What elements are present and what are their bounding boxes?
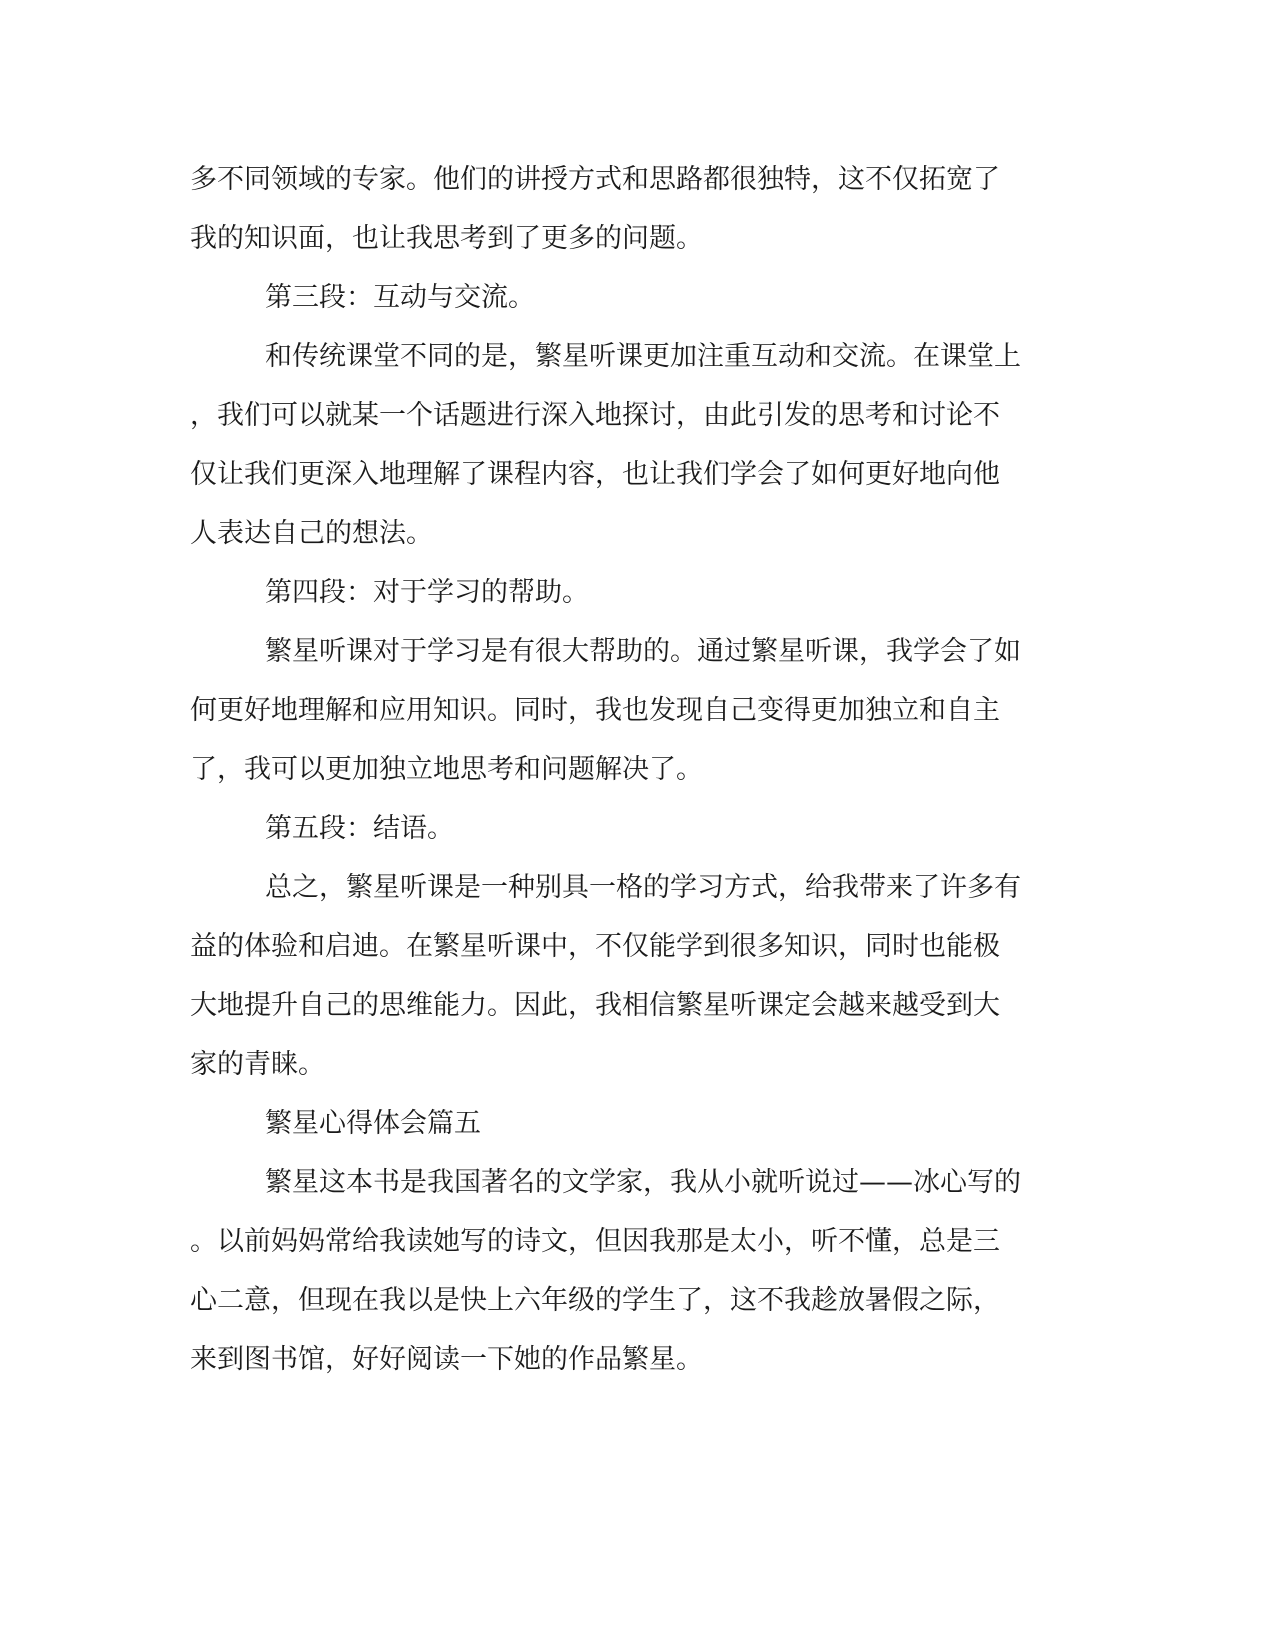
text-line: 多不同领域的专家。他们的讲授方式和思路都很独特，这不仅拓宽了 [190, 164, 1000, 195]
text-line: 。以前妈妈常给我读她写的诗文，但因我那是太小，听不懂，总是三 [190, 1226, 1000, 1257]
text-line: 何更好地理解和应用知识。同时，我也发现自己变得更加独立和自主 [190, 695, 1000, 726]
text-line: 仅让我们更深入地理解了课程内容，也让我们学会了如何更好地向他 [190, 459, 1000, 490]
text-line: ，我们可以就某一个话题进行深入地探讨，由此引发的思考和讨论不 [190, 400, 1000, 431]
text-line: 益的体验和启迪。在繁星听课中，不仅能学到很多知识，同时也能极 [190, 931, 1000, 962]
text-line: 繁星这本书是我国著名的文学家，我从小就听说过——冰心写的 [265, 1167, 1021, 1198]
section-heading: 第四段：对于学习的帮助。 [265, 577, 589, 608]
text-line: 繁星听课对于学习是有很大帮助的。通过繁星听课，我学会了如 [265, 636, 1021, 667]
text-line: 来到图书馆，好好阅读一下她的作品繁星。 [190, 1344, 703, 1375]
text-line: 和传统课堂不同的是，繁星听课更加注重互动和交流。在课堂上 [265, 341, 1021, 372]
text-line: 人表达自己的想法。 [190, 518, 433, 549]
section-heading: 第五段：结语。 [265, 813, 454, 844]
text-line: 了，我可以更加独立地思考和问题解决了。 [190, 754, 703, 785]
text-line: 心二意，但现在我以是快上六年级的学生了，这不我趁放暑假之际， [190, 1285, 1000, 1316]
text-line: 我的知识面，也让我思考到了更多的问题。 [190, 223, 703, 254]
text-line: 大地提升自己的思维能力。因此，我相信繁星听课定会越来越受到大 [190, 990, 1000, 1021]
text-line: 总之，繁星听课是一种别具一格的学习方式，给我带来了许多有 [265, 872, 1021, 903]
article-title: 繁星心得体会篇五 [265, 1108, 481, 1139]
section-heading: 第三段：互动与交流。 [265, 282, 535, 313]
text-line: 家的青睐。 [190, 1049, 325, 1080]
